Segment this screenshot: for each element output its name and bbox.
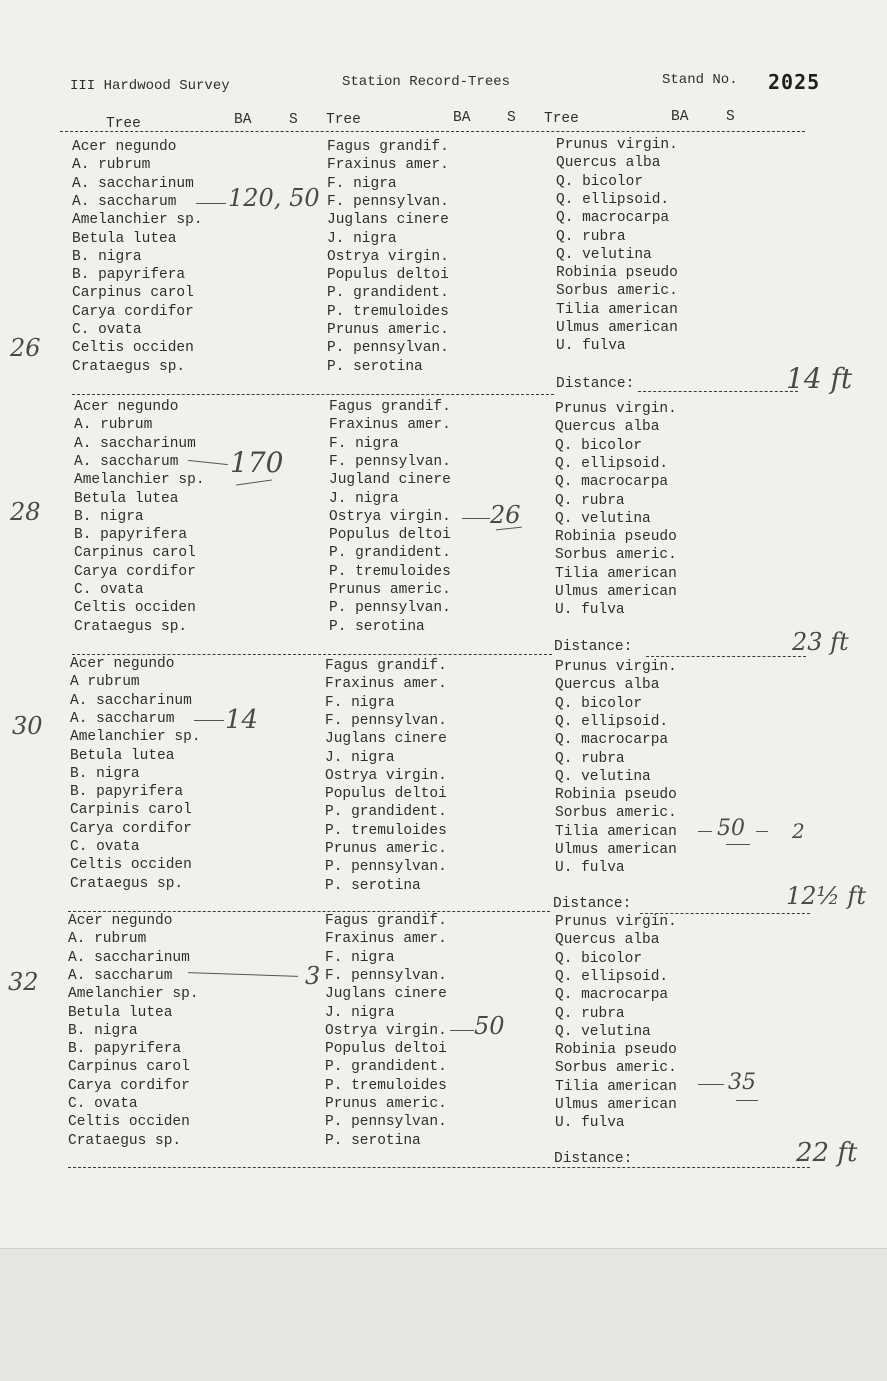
list-item: Q. macrocarpa <box>555 474 669 491</box>
list-item: P. tremuloides <box>329 563 451 580</box>
list-item: Q. rubra <box>555 1005 625 1022</box>
list-item: Acer negundo <box>72 139 177 155</box>
list-item: P. pennsylvan. <box>327 340 449 357</box>
hw-dash <box>698 831 712 832</box>
record-title: Station Record-Trees <box>342 74 511 90</box>
list-item: Crataegus sp. <box>68 1132 182 1149</box>
hw-station-number: 26 <box>10 334 41 362</box>
list-item: Amelanchier sp. <box>70 729 201 746</box>
list-item: Robinia pseudo <box>555 787 677 804</box>
hw-distance: 14 ft <box>786 362 853 395</box>
stand-number: 2025 <box>768 70 821 94</box>
list-item: Carpinus carol <box>72 285 194 302</box>
list-item: Tilia american <box>556 301 678 318</box>
list-item: Carpinus carol <box>74 545 196 562</box>
list-item: Tilia american <box>555 565 677 582</box>
list-item: Q. macrocarpa <box>555 987 669 1004</box>
list-item: Betula lutea <box>74 490 179 507</box>
list-item: Q. ellipsoid. <box>555 968 669 985</box>
station-1-separator <box>72 394 554 395</box>
list-item: P. serotina <box>329 618 425 635</box>
list-item: Q. ellipsoid. <box>556 191 670 208</box>
list-item: Fraxinus amer. <box>325 676 447 693</box>
list-item: Crataegus sp. <box>74 618 188 635</box>
hw-distance: 22 ft <box>796 1138 858 1168</box>
hw-dash <box>450 1030 474 1031</box>
list-item: F. pennsylvan. <box>327 193 449 210</box>
list-item: P. tremuloides <box>325 1077 447 1094</box>
list-item: F. pennsylvan. <box>325 712 447 729</box>
station-1-distance-rule <box>638 391 798 392</box>
list-item: Amelanchier sp. <box>74 472 205 489</box>
hw-entry: 14 <box>225 705 259 735</box>
list-item: Quercus alba <box>555 419 660 436</box>
list-item: Ulmus american <box>555 1097 677 1113</box>
list-item: B. papyrifera <box>74 527 188 544</box>
list-item: B. papyrifera <box>70 784 184 801</box>
list-item: Robinia pseudo <box>556 265 678 282</box>
col2-s-header: S <box>507 110 516 126</box>
list-item: Carya cordifor <box>68 1077 190 1094</box>
list-item: Betula lutea <box>72 230 177 247</box>
stand-label: Stand No. <box>662 72 738 88</box>
list-item: Ulmus american <box>555 842 677 858</box>
hw-station-number: 30 <box>12 712 43 740</box>
col1-ba-header: BA <box>234 112 252 128</box>
list-item: P. serotina <box>327 358 423 375</box>
list-item: B. nigra <box>72 248 142 265</box>
station-2-distance-rule <box>646 656 806 657</box>
list-item: Q. rubra <box>555 750 625 767</box>
col1-s-header: S <box>289 112 298 128</box>
list-item: C. ovata <box>74 582 144 598</box>
list-item: A. saccharum <box>70 710 175 727</box>
hw-entry: 120, 50 <box>228 184 320 212</box>
list-item: U. fulva <box>555 860 625 877</box>
hw-underline <box>736 1100 758 1101</box>
station-4-bottom-rule <box>68 1167 810 1168</box>
list-item: Carya cordifor <box>72 303 194 320</box>
list-item: A. saccharum <box>68 967 173 984</box>
list-item: A. saccharinum <box>68 949 190 966</box>
list-item: A. saccharinum <box>70 692 192 709</box>
list-item: Ostrya virgin. <box>325 767 447 784</box>
list-item: Sorbus americ. <box>555 1060 677 1077</box>
hw-entry: 50 <box>474 1012 505 1040</box>
list-item: J. nigra <box>327 230 397 247</box>
list-item: P. pennsylvan. <box>325 859 447 876</box>
list-item: Ostrya virgin. <box>329 508 451 525</box>
list-item: Q. bicolor <box>555 950 643 967</box>
list-item: Populus deltoi <box>327 267 449 284</box>
list-item: Fagus grandif. <box>329 399 451 415</box>
list-item: A. saccharinum <box>74 435 196 452</box>
list-item: Betula lutea <box>70 747 175 764</box>
list-item: Carya cordifor <box>70 820 192 837</box>
list-item: F. nigra <box>327 175 397 192</box>
list-item: P. grandident. <box>325 804 447 821</box>
hw-dash <box>462 518 490 519</box>
hw-entry: 170 <box>230 446 284 479</box>
hw-station-number: 32 <box>8 968 39 996</box>
list-item: Celtis occiden <box>70 857 192 874</box>
list-item: Prunus americ. <box>325 1096 447 1112</box>
list-item: Populus deltoi <box>325 786 447 803</box>
list-item: Tilia american <box>555 1078 677 1095</box>
list-item: Fraxinus amer. <box>325 931 447 948</box>
list-item: A. rubrum <box>72 157 151 174</box>
list-item: A. saccharinum <box>72 175 194 192</box>
list-item: Juglans cinere <box>325 731 447 748</box>
list-item: Q. macrocarpa <box>555 732 669 749</box>
hw-dash <box>756 831 768 832</box>
list-item: P. grandident. <box>325 1059 447 1076</box>
hw-station-number: 28 <box>10 498 41 526</box>
hw-entry: 26 <box>490 501 521 529</box>
hw-entry: 35 <box>728 1070 756 1095</box>
list-item: A rubrum <box>70 674 140 691</box>
station-3-distance-label: Distance: <box>553 896 632 912</box>
list-item: A. saccharum <box>74 453 179 470</box>
hw-dash <box>196 203 226 204</box>
list-item: Prunus americ. <box>325 841 447 857</box>
list-item: Prunus virgin. <box>555 401 677 417</box>
list-item: Acer negundo <box>68 913 173 929</box>
list-item: Sorbus americ. <box>555 547 677 564</box>
list-item: Q. velutina <box>555 510 651 527</box>
list-item: Crataegus sp. <box>72 358 186 375</box>
list-item: Jugland cinere <box>329 472 451 489</box>
hw-distance: 12½ ft <box>786 882 866 910</box>
list-item: Populus deltoi <box>325 1041 447 1058</box>
list-item: U. fulva <box>556 338 626 355</box>
list-item: Ostrya virgin. <box>327 248 449 265</box>
hw-entry: 3 <box>305 962 321 990</box>
list-item: Q. rubra <box>555 492 625 509</box>
list-item: P. tremuloides <box>327 303 449 320</box>
hw-entry: 50 <box>717 816 745 841</box>
col3-s-header: S <box>726 109 735 125</box>
list-item: B. nigra <box>70 765 140 782</box>
list-item: Q. ellipsoid. <box>555 455 669 472</box>
hw-underline <box>726 844 750 845</box>
list-item: Quercus alba <box>555 932 660 949</box>
list-item: F. nigra <box>329 435 399 452</box>
list-item: Ostrya virgin. <box>325 1022 447 1039</box>
list-item: Q. velutina <box>556 246 652 263</box>
list-item: A. saccharum <box>72 193 177 210</box>
list-item: Ulmus american <box>556 320 678 336</box>
col2-ba-header: BA <box>453 110 471 126</box>
hw-entry: 2 <box>792 819 805 843</box>
list-item: C. ovata <box>72 322 142 338</box>
list-item: Sorbus americ. <box>555 805 677 822</box>
survey-title: III Hardwood Survey <box>70 78 230 94</box>
list-item: Q. velutina <box>555 768 651 785</box>
list-item: Quercus alba <box>556 155 661 172</box>
list-item: Sorbus americ. <box>556 283 678 300</box>
list-item: Acer negundo <box>70 656 175 672</box>
list-item: A. rubrum <box>74 417 153 434</box>
hw-dash <box>698 1084 724 1085</box>
list-item: Robinia pseudo <box>555 529 677 546</box>
list-item: Crataegus sp. <box>70 875 184 892</box>
list-item: Betula lutea <box>68 1004 173 1021</box>
list-item: F. pennsylvan. <box>325 967 447 984</box>
hw-dash <box>194 720 224 721</box>
col3-ba-header: BA <box>671 109 689 125</box>
list-item: B. nigra <box>68 1022 138 1039</box>
list-item: Amelanchier sp. <box>68 986 199 1003</box>
list-item: Fagus grandif. <box>327 139 449 155</box>
list-item: Juglans cinere <box>327 212 449 229</box>
station-1-distance-label: Distance: <box>556 376 635 392</box>
list-item: Prunus virgin. <box>555 659 677 675</box>
list-item: Prunus americ. <box>327 322 449 338</box>
list-item: F. nigra <box>325 694 395 711</box>
list-item: Prunus americ. <box>329 582 451 598</box>
list-item: A. rubrum <box>68 931 147 948</box>
list-item: Fagus grandif. <box>325 658 447 674</box>
list-item: Quercus alba <box>555 677 660 694</box>
list-item: P. grandident. <box>329 545 451 562</box>
list-item: Prunus virgin. <box>555 914 677 930</box>
col1-tree-header: Tree <box>106 116 141 132</box>
list-item: C. ovata <box>68 1096 138 1112</box>
list-item: U. fulva <box>555 1115 625 1132</box>
list-item: Fraxinus amer. <box>327 157 449 174</box>
list-item: P. pennsylvan. <box>329 600 451 617</box>
list-item: Q. bicolor <box>555 437 643 454</box>
col3-tree-header: Tree <box>544 111 579 127</box>
header-rule <box>60 131 805 132</box>
list-item: Q. bicolor <box>555 695 643 712</box>
station-4-distance-label: Distance: <box>554 1151 633 1167</box>
list-item: Acer negundo <box>74 399 179 415</box>
list-item: B. papyrifera <box>68 1041 182 1058</box>
list-item: Prunus virgin. <box>556 137 678 153</box>
list-item: Amelanchier sp. <box>72 212 203 229</box>
list-item: Fraxinus amer. <box>329 417 451 434</box>
list-item: Fagus grandif. <box>325 913 447 929</box>
list-item: Q. rubra <box>556 228 626 245</box>
list-item: Juglans cinere <box>325 986 447 1003</box>
list-item: Populus deltoi <box>329 527 451 544</box>
list-item: Q. velutina <box>555 1023 651 1040</box>
list-item: J. nigra <box>329 490 399 507</box>
list-item: P. tremuloides <box>325 822 447 839</box>
list-item: U. fulva <box>555 602 625 619</box>
list-item: J. nigra <box>325 1004 395 1021</box>
list-item: P. serotina <box>325 877 421 894</box>
list-item: B. nigra <box>74 508 144 525</box>
list-item: Tilia american <box>555 823 677 840</box>
list-item: P. grandident. <box>327 285 449 302</box>
list-item: Robinia pseudo <box>555 1042 677 1059</box>
list-item: B. papyrifera <box>72 267 186 284</box>
col2-tree-header: Tree <box>326 112 361 128</box>
list-item: P. serotina <box>325 1132 421 1149</box>
paper-bottom-strip <box>0 1248 887 1381</box>
list-item: F. nigra <box>325 949 395 966</box>
list-item: F. pennsylvan. <box>329 453 451 470</box>
station-2-distance-label: Distance: <box>554 639 633 655</box>
list-item: Celtis occiden <box>72 340 194 357</box>
list-item: J. nigra <box>325 749 395 766</box>
list-item: Q. ellipsoid. <box>555 713 669 730</box>
list-item: Carpinis carol <box>70 802 192 819</box>
list-item: Carya cordifor <box>74 563 196 580</box>
list-item: P. pennsylvan. <box>325 1114 447 1131</box>
hw-distance: 23 ft <box>792 628 849 656</box>
list-item: Q. bicolor <box>556 173 644 190</box>
list-item: Ulmus american <box>555 584 677 600</box>
list-item: Celtis occiden <box>74 600 196 617</box>
list-item: C. ovata <box>70 839 140 855</box>
list-item: Carpinus carol <box>68 1059 190 1076</box>
list-item: Celtis occiden <box>68 1114 190 1131</box>
list-item: Q. macrocarpa <box>556 210 670 227</box>
